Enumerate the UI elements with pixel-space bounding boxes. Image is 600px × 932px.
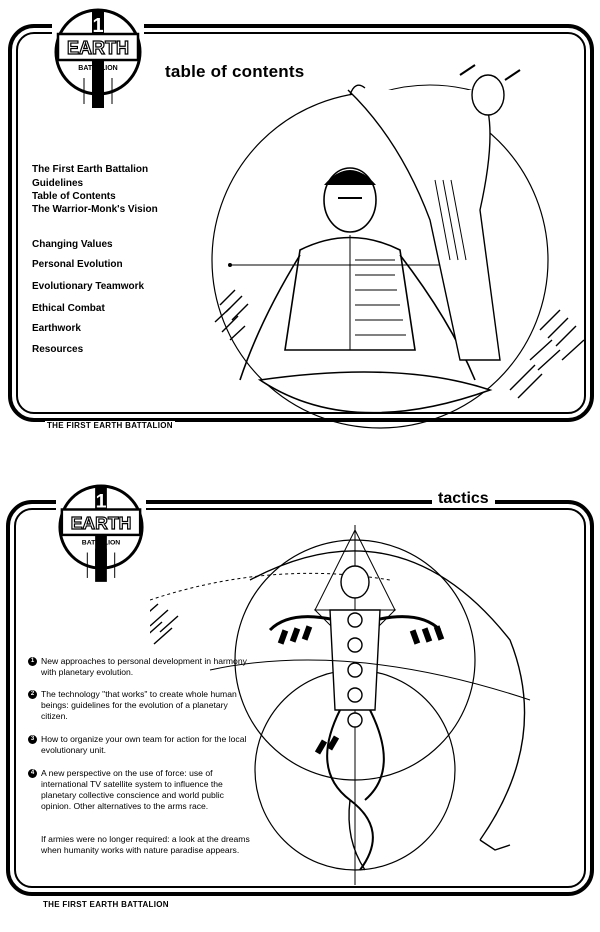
svg-text:EARTH: EARTH (67, 38, 129, 58)
page-title: tactics (432, 490, 495, 508)
earth-battalion-logo (52, 4, 144, 108)
earth-battalion-logo (56, 480, 146, 582)
tactics-bullet (28, 768, 256, 812)
svg-text:1: 1 (95, 490, 107, 513)
bullet-number: 3 (28, 735, 37, 744)
svg-text:1: 1 (92, 15, 104, 37)
svg-text:EARTH: EARTH (70, 513, 132, 534)
page-title: table of contents (165, 62, 305, 81)
meditating-figure-illustration (200, 60, 600, 460)
toc-item: Earthwork (32, 323, 81, 334)
tactics-closing-paragraph (28, 834, 256, 856)
toc-item: Personal Evolution (32, 259, 123, 270)
bullet-text: How to organize your own team for action for the local evolutionary unit. (41, 734, 247, 755)
closing-text: If armies were no longer required: a look at the dreams when humanity works with nature paradise appears. (41, 834, 250, 855)
bullet-number: 1 (28, 657, 37, 666)
svg-text:BATTALION: BATTALION (81, 539, 121, 547)
tactics-bullet (28, 656, 256, 678)
tactics-bullet (28, 734, 256, 756)
tactics-bullet (28, 689, 256, 722)
toc-item: Evolutionary Teamwork (32, 281, 145, 292)
toc-item: The First Earth Battalion (32, 164, 149, 175)
toc-item: Guidelines (32, 178, 84, 189)
toc-item: The Warrior-Monk's Vision (32, 204, 158, 215)
bullet-number: 4 (28, 769, 37, 778)
bullet-number: 2 (28, 690, 37, 699)
toc-item: Resources (32, 344, 84, 355)
bullet-text: The technology "that works" to create whole human beings: guidelines for the evolution of a planetary citizen. (41, 689, 237, 721)
bullet-text: New approaches to personal development in harmony with planetary evolution. (41, 656, 247, 677)
svg-text:BATTALION: BATTALION (78, 65, 118, 72)
toc-item: Table of Contents (32, 191, 116, 202)
bullet-text: A new perspective on the use of force: use of international TV satellite system to influence the planetary collective conscience and world public opinion. Other alternatives to the arms race. (41, 768, 224, 811)
toc-item: Changing Values (32, 239, 113, 250)
page-footer: THE FIRST EARTH BATTALION (47, 421, 173, 430)
toc-item: Ethical Combat (32, 303, 105, 314)
page-footer: THE FIRST EARTH BATTALION (43, 900, 169, 909)
